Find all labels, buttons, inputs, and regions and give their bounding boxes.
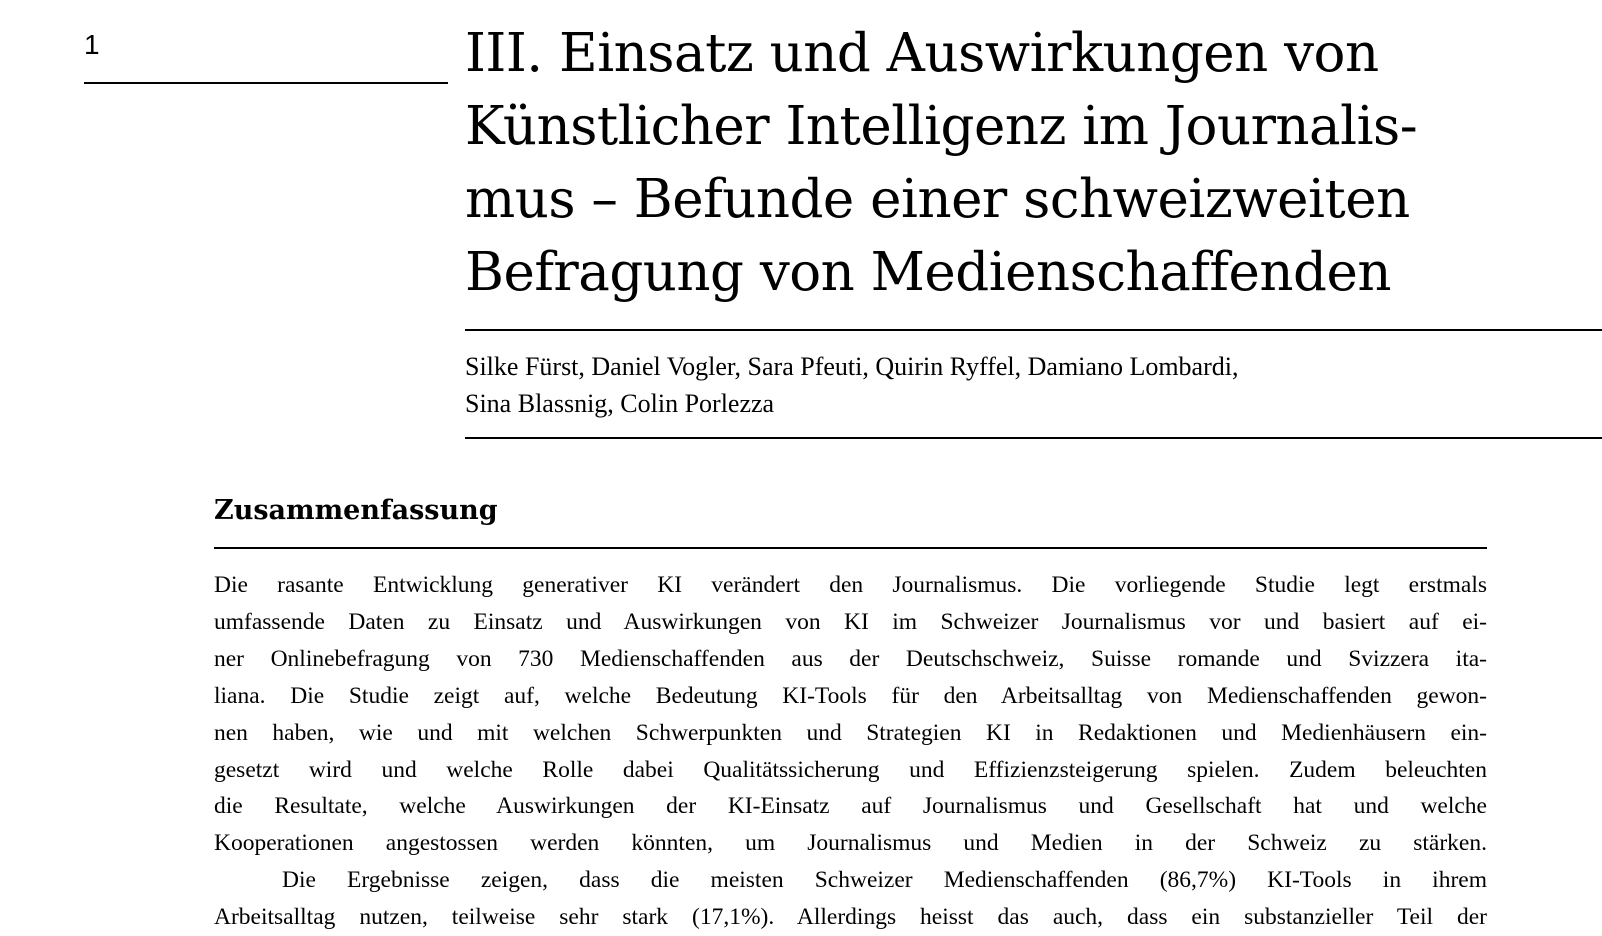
title-line-3: mus – Befunde einer schweizweiten [465, 169, 1410, 230]
abstract-line-9: Die Ergebnisse zeigen, dass die meisten Schweizer Medienschaffenden (86,7%) KI-Tools in ihrem [282, 867, 1487, 894]
abstract-heading: Zusammenfassung [214, 495, 498, 526]
title-separator-rule [465, 329, 1602, 331]
authors-separator-rule [465, 437, 1602, 439]
article-title [465, 17, 1417, 309]
page-number-rule [84, 82, 448, 84]
abstract-line-6: gesetzt wird und welche Rolle dabei Qualitätssicherung und Effizienzsteigerung spielen. Zudem beleuchten [214, 756, 1487, 783]
abstract-line-1: Die rasante Entwicklung generativer KI verändert den Journalismus. Die vorliegende Studie legt erstmals [214, 572, 1487, 598]
abstract-line-3: ner Onlinebefragung von 730 Medienschaffenden aus der Deutschschweiz, Suisse romande und Svizzera ita- [214, 645, 1487, 672]
abstract-line-8: Kooperationen angestossen werden könnten, um Journalismus und Medien in der Schweiz zu stärken. [214, 830, 1487, 857]
abstract-line-4: liana. Die Studie zeigt auf, welche Bedeutung KI-Tools für den Arbeitsalltag von Medienschaffenden gewon- [214, 682, 1487, 709]
abstract-body [214, 567, 1487, 936]
abstract-line-10: Arbeitsalltag nutzen, teilweise sehr stark (17,1%). Allerdings heisst das auch, dass ein substanzieller Teil der [214, 904, 1487, 931]
title-line-2: Künstlicher Intelligenz im Journalis- [465, 96, 1418, 157]
authors-line-2: Sina Blassnig, Colin Porlezza [465, 389, 775, 418]
page-number: 1 [84, 29, 100, 60]
abstract-heading-rule [214, 547, 1487, 549]
abstract-line-7: die Resultate, welche Auswirkungen der KI-Einsatz auf Journalismus und Gesellschaft hat und welche [214, 793, 1487, 820]
title-line-1: III. Einsatz und Auswirkungen von [465, 23, 1379, 84]
abstract-line-5: nen haben, wie und mit welchen Schwerpunkten und Strategien KI in Redaktionen und Medienhäusern ein- [214, 719, 1487, 746]
author-list [465, 348, 1238, 422]
title-line-4: Befragung von Medienschaffenden [465, 242, 1391, 303]
abstract-line-2: umfassende Daten zu Einsatz und Auswirkungen von KI im Schweizer Journalismus vor und basiert auf ei- [214, 608, 1487, 635]
authors-line-1: Silke Fürst, Daniel Vogler, Sara Pfeuti, Quirin Ryffel, Damiano Lombardi, [465, 352, 1239, 381]
